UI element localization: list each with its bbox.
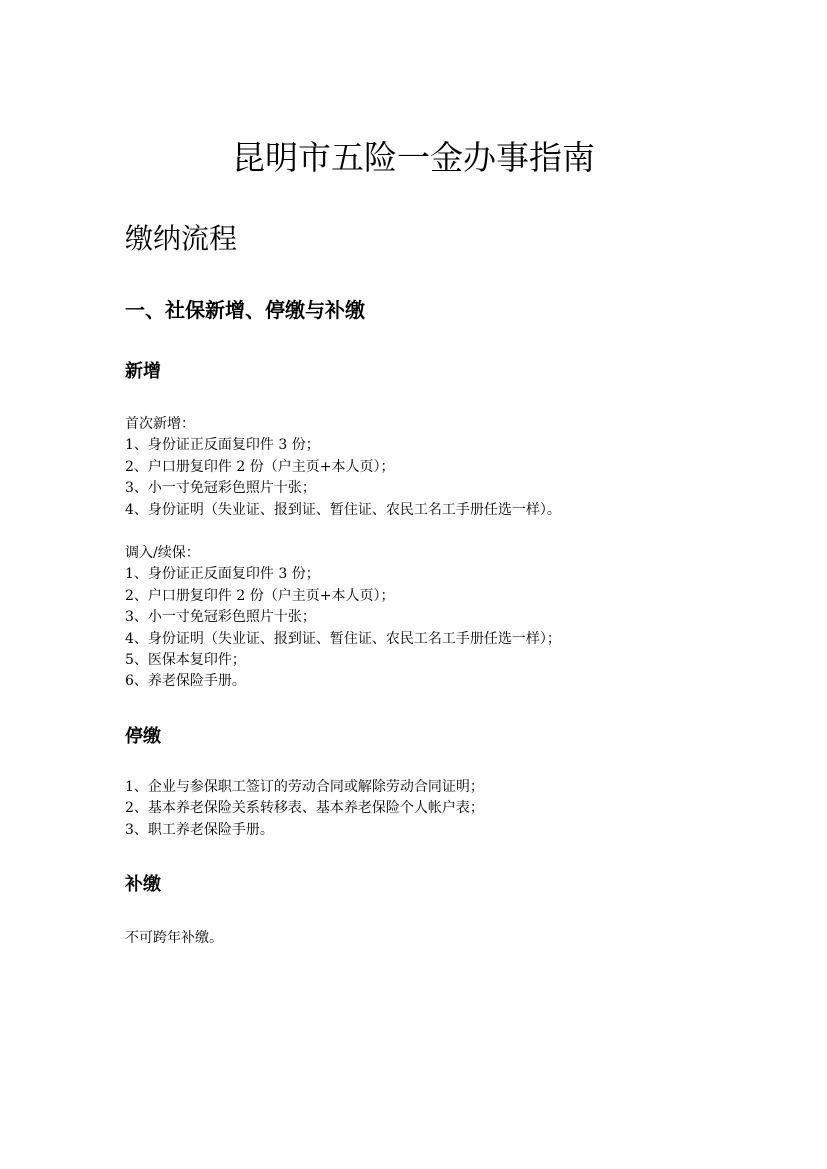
- transfer-label: 调入/续保：: [125, 545, 200, 561]
- document-title: 昆明市五险一金办事指南: [232, 138, 595, 177]
- list-item: 2、户口册复印件 2 份（户主页+本人页）；: [125, 587, 395, 604]
- stop-payment-block: [125, 777, 725, 841]
- list-item: 1、身份证正反面复印件 3 份；: [125, 437, 320, 454]
- list-item: 1、身份证正反面复印件 3 份；: [125, 566, 320, 583]
- list-item: 3、小一寸免冠彩色照片十张；: [125, 609, 316, 626]
- heading-payment-process: 缴纳流程: [125, 222, 238, 255]
- list-item: 6、养老保险手册。: [125, 673, 246, 690]
- heading-social-insurance: 一、社保新增、停缴与补缴: [125, 298, 365, 322]
- list-item: 4、身份证明（失业证、报到证、暂住证、农民工名工手册任选一样）；: [125, 630, 561, 647]
- heading-back-payment: 补缴: [125, 874, 161, 895]
- first-enrollment-label: 首次新增：: [125, 416, 195, 432]
- back-payment-text: 不可跨年补缴。: [125, 930, 223, 946]
- heading-new-enrollment: 新增: [125, 361, 161, 382]
- list-item: 2、基本养老保险关系转移表、基本养老保险个人帐户表；: [125, 800, 484, 817]
- first-enrollment-block: [125, 414, 725, 521]
- list-item: 3、小一寸免冠彩色照片十张；: [125, 480, 316, 497]
- list-item: 5、医保本复印件；: [125, 652, 246, 669]
- heading-stop-payment: 停缴: [125, 726, 161, 747]
- list-item: 3、职工养老保险手册。: [125, 821, 274, 838]
- list-item: 1、企业与参保职工签订的劳动合同或解除劳动合同证明；: [125, 779, 484, 795]
- transfer-block: [125, 543, 725, 693]
- list-item: 4、身份证明（失业证、报到证、暂住证、农民工名工手册任选一样）。: [125, 501, 561, 518]
- back-payment-block: [125, 928, 725, 949]
- list-item: 2、户口册复印件 2 份（户主页+本人页）；: [125, 458, 395, 475]
